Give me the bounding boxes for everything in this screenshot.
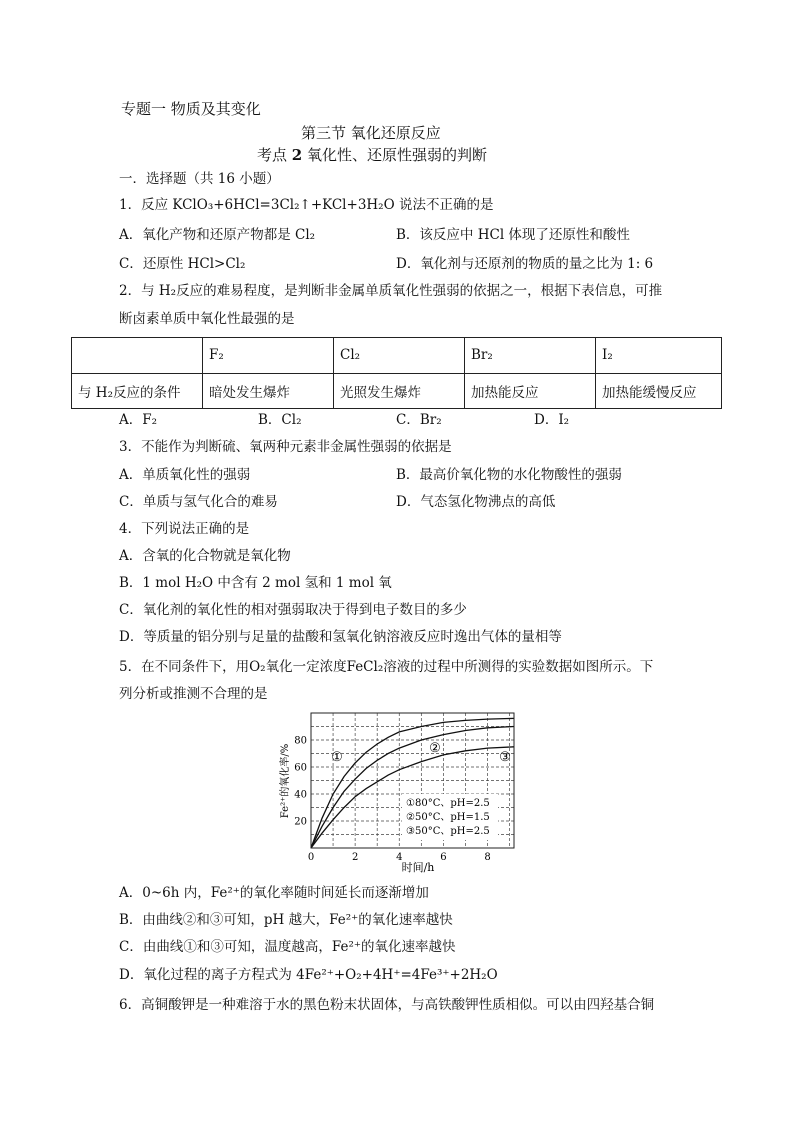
q4-stem: 4．下列说法正确的是 [119,521,250,537]
topic-heading: 专题一 物质及其变化 [121,100,261,118]
y-tick-label: 20 [294,816,307,828]
x-tick-label: 4 [396,852,403,863]
table-row [72,373,722,409]
legend-entry-2: ②50°C、pH=1.5 [406,812,490,823]
kaodian-prefix: 考点 [257,146,288,164]
q3-option-a: A．单质氧化性的强弱 [119,467,251,483]
q1-option-a: A．氧化产物和还原产物都是 Cl₂ [119,227,316,243]
q4-option-d: D．等质量的铝分别与足量的盐酸和氢氧化钠溶液反应时逸出气体的量相等 [119,629,562,645]
q3-option-b: B．最高价氧化物的水化物酸性的强弱 [396,467,622,483]
halogen-table [71,337,722,409]
q2-option-c: C．Br₂ [396,412,442,428]
y-tick-label: 40 [294,789,307,801]
y-tick-label: 80 [294,735,307,747]
q4-option-a: A．含氧的化合物就是氧化物 [119,548,291,564]
q3-stem: 3．不能作为判断硫、氧两种元素非金属性强弱的依据是 [119,439,452,455]
q2-stem-line1: 2．与 H₂反应的难易程度，是判断非金属单质氧化性强弱的依据之一，根据下表信息，可推 [119,283,663,299]
q2-option-d: D．I₂ [534,412,570,428]
kaodian-heading [257,146,487,164]
table-cell: 暗处发生爆炸 [203,373,334,409]
table-cell: 加热能缓慢反应 [596,373,722,409]
q1-option-d: D．氧化剂与还原剂的物质的量之比为 1: 6 [396,256,654,272]
q3-option-d: D．气态氢化物沸点的高低 [396,494,556,510]
y-tick-label: 60 [294,762,307,774]
q5-option-c: C．由曲线①和③可知，温度越高，Fe²⁺的氧化速率越快 [119,939,456,955]
q5-option-d: D．氧化过程的离子方程式为 4Fe²⁺+O₂+4H⁺=4Fe³⁺+2H₂O [119,967,498,983]
table-cell: Br₂ [465,338,596,374]
kaodian-title: 氧化性、还原性强弱的判断 [307,146,488,164]
y-axis-label: Fe²⁺的氧化率/% [280,743,291,819]
q4-option-b: B．1 mol H₂O 中含有 2 mol 氢和 1 mol 氧 [119,575,392,591]
legend-entry-1: ①80°C、pH=2.5 [406,798,490,809]
q5-option-b: B．由曲线②和③可知，pH 越大，Fe²⁺的氧化速率越快 [119,912,453,928]
table-cell: 光照发生爆炸 [334,373,465,409]
table-cell: I₂ [596,338,722,374]
q4-option-c: C．氧化剂的氧化性的相对强弱取决于得到电子数目的多少 [119,602,467,618]
table-cell: 与 H₂反应的条件 [72,373,203,409]
q2-stem-line2: 断卤素单质中氧化性最强的是 [119,311,295,327]
table-cell: Cl₂ [334,338,465,374]
x-tick-label: 6 [440,852,447,863]
q5-stem-line1: 5．在不同条件下，用O₂氧化一定浓度FeCl₂溶液的过程中所测得的实验数据如图所示。下 [119,659,654,675]
q2-option-a: A．F₂ [119,412,158,428]
table-cell [72,338,203,374]
q1-stem: 1．反应 KClO₃+6HCl=3Cl₂↑+KCl+3H₂O 说法不正确的是 [119,197,494,213]
x-tick-label: 2 [351,852,359,863]
section-intro: 一．选择题（共 16 小题） [119,171,280,187]
q1-option-c: C．还原性 HCl>Cl₂ [119,256,246,272]
x-axis-label: 时间/h [401,861,435,874]
x-tick-label: 0 [307,852,315,863]
curve-marker-2: ② [429,741,441,756]
x-tick-label: 8 [484,852,491,863]
kaodian-number: 2 [291,146,303,164]
section-heading: 第三节 氧化还原反应 [301,124,441,142]
legend-entry-3: ③50°C、pH=2.5 [406,826,490,837]
table-header-row [72,338,722,374]
q1-option-b: B．该反应中 HCl 体现了还原性和酸性 [396,227,630,243]
q3-option-c: C．单质与氢气化合的难易 [119,494,278,510]
q6-stem-line1: 6．高铜酸钾是一种难溶于水的黑色粉末状固体，与高铁酸钾性质相似。可以由四羟基合铜 [119,997,655,1013]
q5-stem-line2: 列分析或推测不合理的是 [119,686,268,702]
table-cell: F₂ [203,338,334,374]
table-cell: 加热能反应 [465,373,596,409]
curve-marker-3: ③ [499,750,511,765]
q2-option-b: B．Cl₂ [258,412,302,428]
oxidation-rate-chart [278,705,518,875]
curve-marker-1: ① [331,750,343,765]
q5-option-a: A．0~6h 内，Fe²⁺的氧化率随时间延长而逐渐增加 [119,885,429,901]
